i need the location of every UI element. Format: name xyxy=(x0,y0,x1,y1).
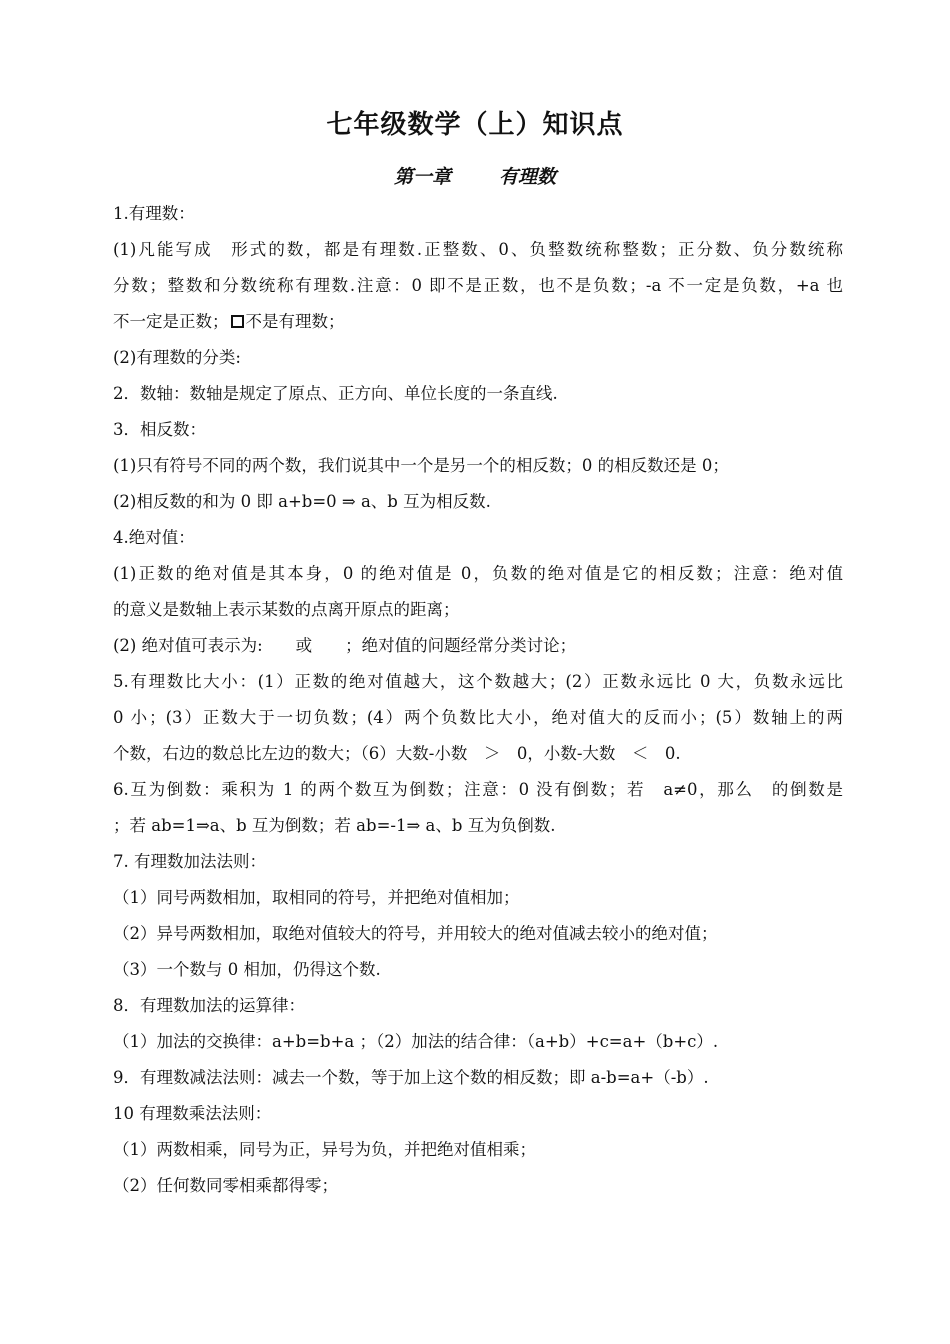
paragraph-line: (1)正数的绝对值是其本身，0 的绝对值是 0，负数的绝对值是它的相反数；注意：绝对值 xyxy=(113,564,843,583)
section-heading: 3．相反数： xyxy=(113,420,206,439)
document-body xyxy=(113,196,843,1204)
section-heading: 8．有理数加法的运算律： xyxy=(113,996,305,1015)
paragraph-line: 9．有理数减法法则：减去一个数，等于加上这个数的相反数；即 a-b=a+（-b）. xyxy=(113,1068,709,1087)
section-heading: 4.绝对值： xyxy=(113,528,195,547)
section-heading: 7. 有理数加法法则： xyxy=(113,852,266,871)
chapter-heading xyxy=(0,162,950,189)
paragraph-line: （3）一个数与 0 相加，仍得这个数. xyxy=(113,960,381,979)
document-title: 七年级数学（上）知识点 xyxy=(326,110,624,140)
paragraph-line: 5.有理数比大小：(1）正数的绝对值越大，这个数越大；(2）正数永远比 0 大，负数永远比 xyxy=(113,672,843,691)
paragraph-line: 0 小；(3）正数大于一切负数；(4）两个负数比大小，绝对值大的反而小；(5）数轴上的两 xyxy=(113,708,843,727)
section-heading: 2．数轴：数轴是规定了原点、正方向、单位长度的一条直线. xyxy=(113,384,558,403)
paragraph-line: 个数，右边的数总比左边的数大；（6）大数-小数 ＞ 0，小数-大数 ＜ 0. xyxy=(113,744,681,763)
section-heading: 1.有理数： xyxy=(113,204,195,223)
paragraph-line: 分数；整数和分数统称有理数.注意：0 即不是正数，也不是负数；-a 不一定是负数，+a 也 xyxy=(113,276,843,295)
paragraph-line: （2）异号两数相加，取绝对值较大的符号，并用较大的绝对值减去较小的绝对值； xyxy=(113,924,718,943)
chapter-name: 有理数 xyxy=(499,166,557,188)
section-heading: 10 有理数乘法法则： xyxy=(113,1104,272,1123)
paragraph-line: ；若 ab=1⇒a、b 互为倒数；若 ab=-1⇒ a、b 互为负倒数. xyxy=(113,816,556,835)
paragraph-line: (1)只有符号不同的两个数，我们说其中一个是另一个的相反数；0 的相反数还是 0； xyxy=(113,456,729,475)
text-run: 不是有理数； xyxy=(245,312,345,331)
paragraph-line: (2)相反数的和为 0 即 a+b=0 ⇒ a、b 互为相反数. xyxy=(113,492,491,511)
square-symbol-icon xyxy=(231,315,244,328)
paragraph-line: （1）两数相乘，同号为正，异号为负，并把绝对值相乘； xyxy=(113,1140,536,1159)
paragraph-line: 6.互为倒数：乘积为 1 的两个数互为倒数；注意：0 没有倒数；若 a≠0，那么 的倒数是 xyxy=(113,780,843,799)
paragraph-line: (1)凡能写成 形式的数，都是有理数.正整数、0、负整数统称整数；正分数、负分数统称 xyxy=(113,240,843,259)
paragraph-line xyxy=(113,304,843,340)
paragraph-line: (2)有理数的分类: xyxy=(113,348,241,367)
text-run: 不一定是正数； xyxy=(113,312,229,331)
paragraph-line: （1）加法的交换律：a+b=b+a ；（2）加法的结合律：（a+b）+c=a+（b+c）. xyxy=(113,1032,719,1051)
paragraph-line: （1）同号两数相加，取相同的符号，并把绝对值相加； xyxy=(113,888,520,907)
paragraph-line: （2）任何数同零相乘都得零； xyxy=(113,1176,338,1195)
chapter-number: 第一章 xyxy=(393,166,451,188)
paragraph-line: 的意义是数轴上表示某数的点离开原点的距离； xyxy=(113,600,460,619)
paragraph-line: (2) 绝对值可表示为: 或 ；绝对值的问题经常分类讨论； xyxy=(113,636,577,655)
